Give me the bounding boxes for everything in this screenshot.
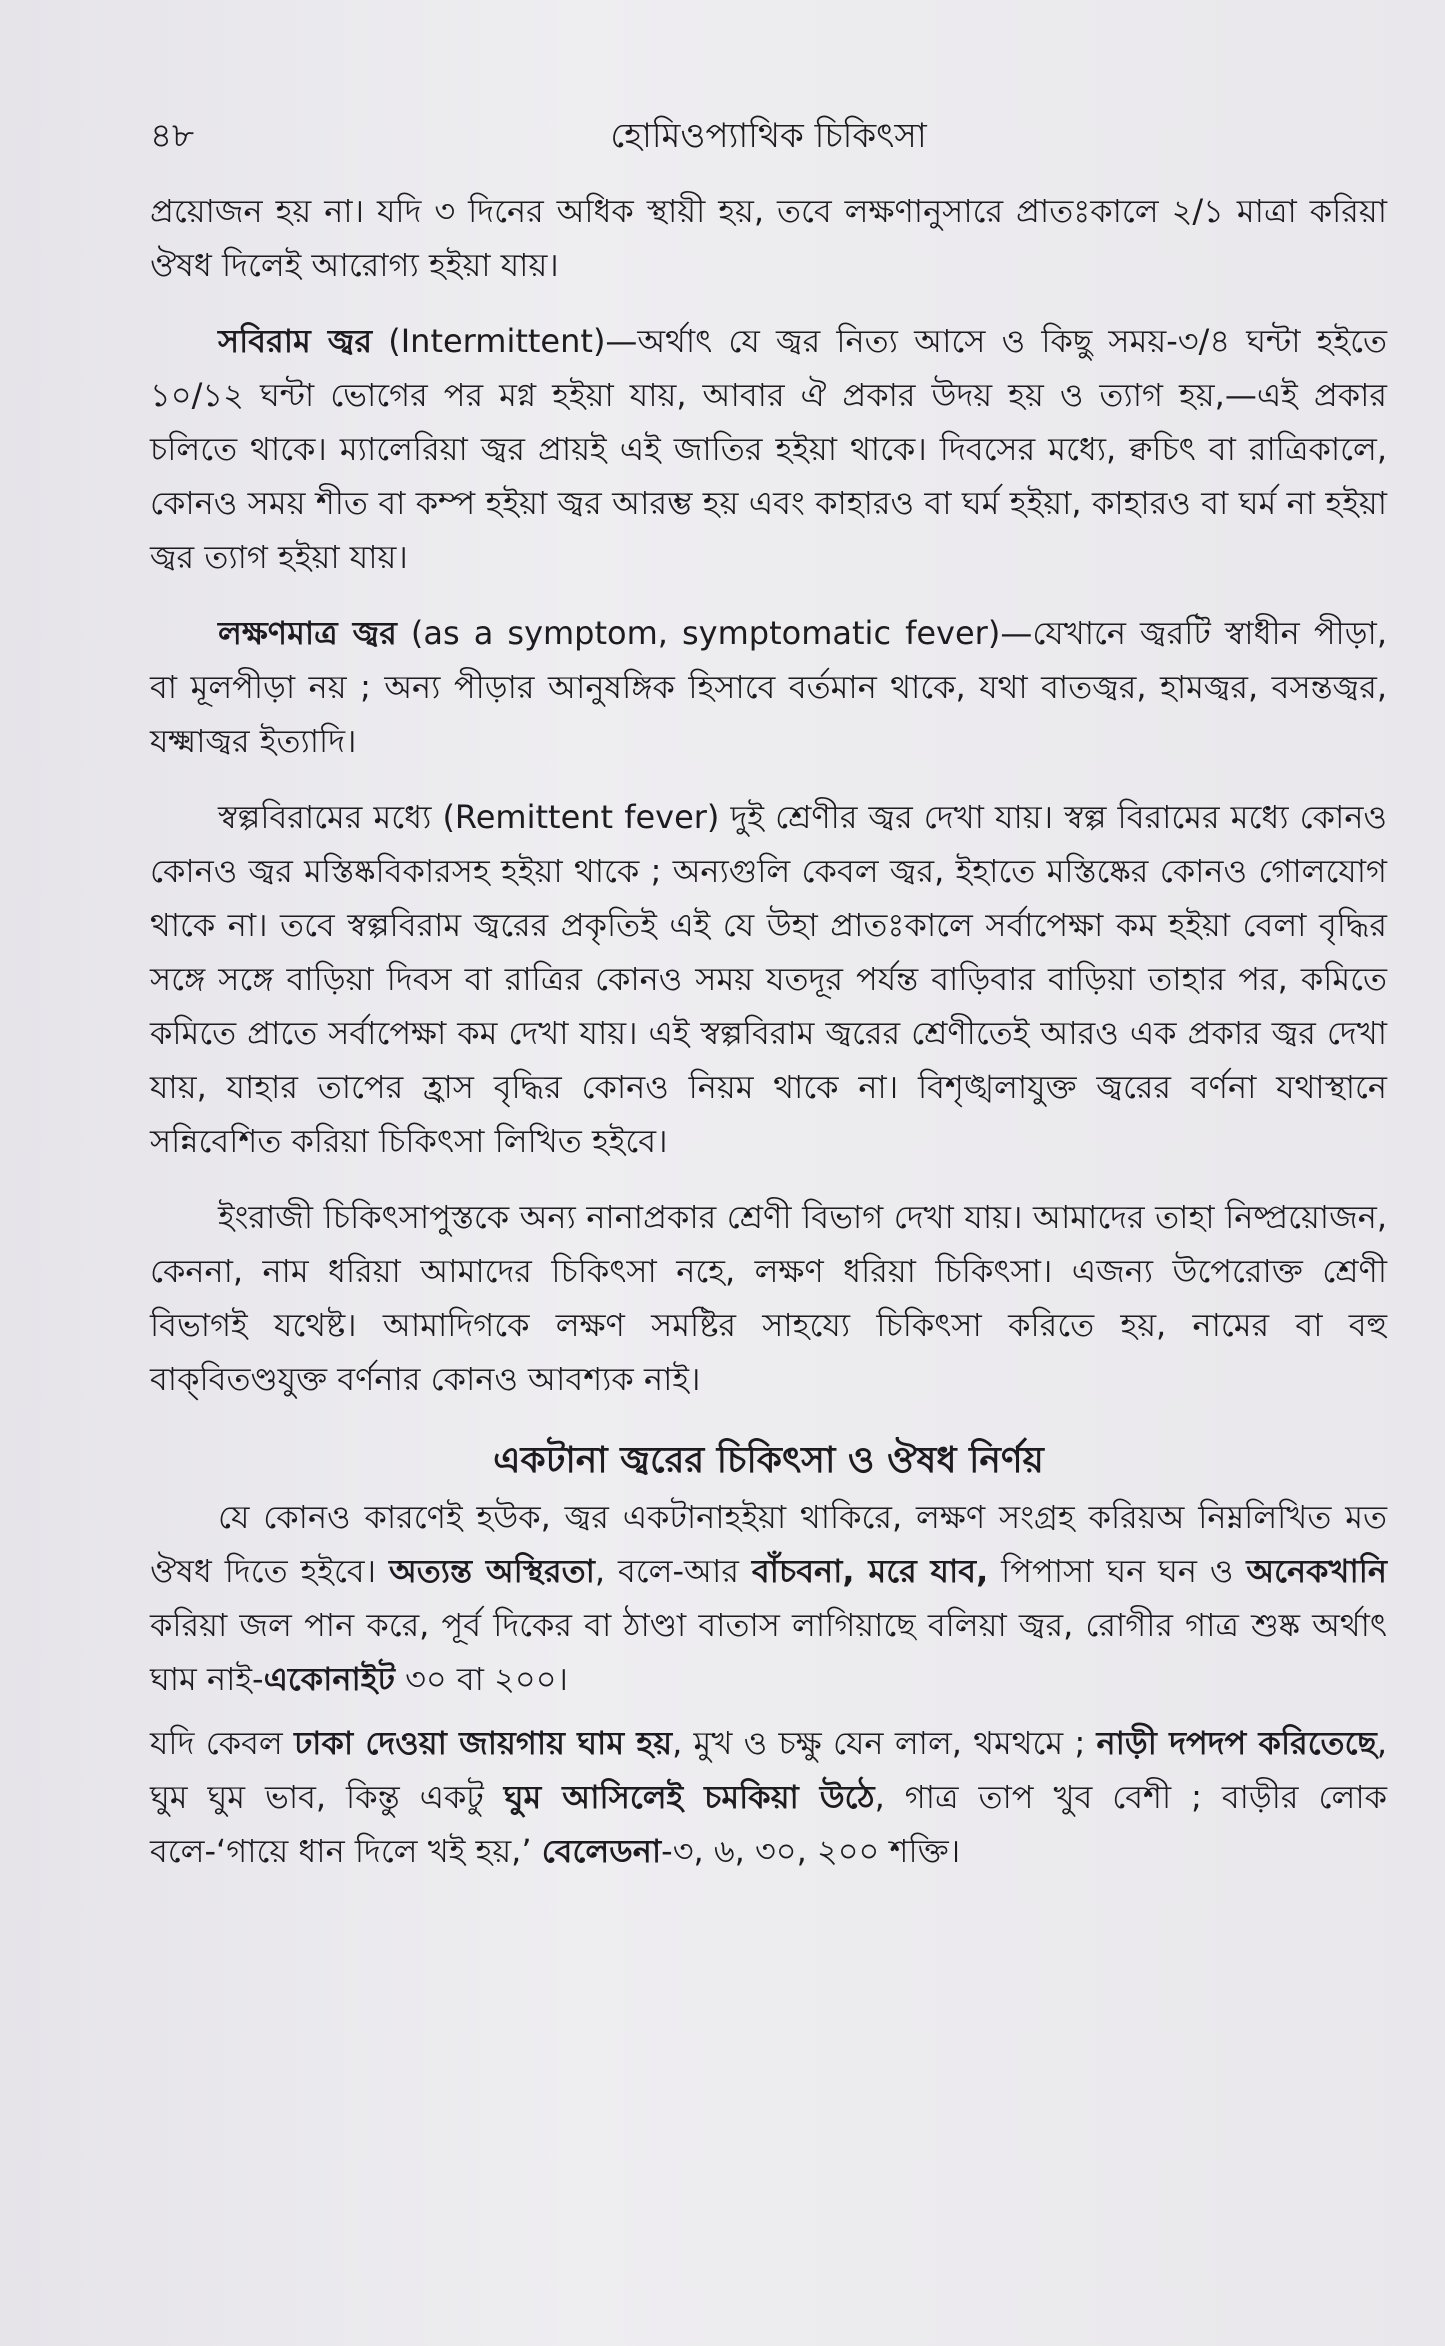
paragraph-continued: প্রয়োজন হয় না। যদি ৩ দিনের অধিক স্থায়ী হয়, তবে লক্ষণানুসারে প্রাতঃকালে ২/১ মাত্রা করিয়া ঔষধ দিলেই আরোগ্য হইয়া যায়। bbox=[150, 192, 1387, 284]
aconite-bold-1: অত্যন্ত অস্থিরতা bbox=[388, 1552, 595, 1590]
belladonna-bold-3: ঘুম আসিলেই চমকিয়া উঠে bbox=[503, 1778, 875, 1816]
page-number: ৪৮ bbox=[150, 116, 195, 156]
belladonna-text-1: যদি কেবল bbox=[150, 1724, 295, 1762]
intermittent-fever-text: (Intermittent)—অর্থাৎ যে জ্বর নিত্য আসে ও কিছু সময়-৩/৪ ঘন্টা হইতে ১০/১২ ঘন্টা ভোগের পর মগ্ন হইয়া যায়, আবার ঐ প্রকার উদয় হয় ও ত্যাগ হয়,—এই প্রকার চলিতে থাকে। ম্যালেরিয়া জ্বর প্রায়ই এই জাতির হইয়া থাকে। দিবসের মধ্যে, ক্বচিৎ বা রাত্রিকালে, কোনও সময় শীত বা কম্প হইয়া জ্বর আরম্ভ হয় এবং কাহারও বা ঘর্ম হইয়া, কাহারও বা ঘর্ম না হইয়া জ্বর ত্যাগ হইয়া যায়। bbox=[150, 322, 1387, 576]
remedy-aconite: একোনাইট bbox=[263, 1660, 395, 1698]
aconite-text-2: , বলে-আর bbox=[594, 1552, 752, 1590]
term-intermittent-fever: সবিরাম জ্বর bbox=[218, 322, 373, 360]
section-heading: একটানা জ্বরের চিকিৎসা ও ঔষধ নির্ণয় bbox=[493, 1440, 1044, 1481]
paragraph-classification: ইংরাজী চিকিৎসাপুস্তকে অন্য নানাপ্রকার শ্রেণী বিভাগ দেখা যায়। আমাদের তাহা নিষ্প্রয়োজন, কেননা, নাম ধরিয়া আমাদের চিকিৎসা নহে, লক্ষণ ধরিয়া চিকিৎসা। এজন্য উপেরোক্ত শ্রেণী বিভাগই যথেষ্ট। আমাদিগকে লক্ষণ সমষ্টির সাহয্যে চিকিৎসা করিতে হয়, নামের বা বহু বাক্‌বিতণ্ডযুক্ত বর্ণনার কোনও আবশ্যক নাই। bbox=[150, 1198, 1387, 1398]
belladonna-bold-2: নাড়ী দপদপ করিতেছে bbox=[1096, 1724, 1377, 1762]
paragraph-symptomatic-fever bbox=[150, 606, 1387, 768]
remedy-belladonna: বেলেডনা bbox=[541, 1832, 662, 1870]
aconite-text-3: পিপাসা ঘন ঘন ও bbox=[988, 1552, 1247, 1590]
term-symptomatic-fever: লক্ষণমাত্র জ্বর bbox=[218, 614, 397, 652]
belladonna-text-4: , গাত্র তাপ খুব বেশী ; বাড়ীর লোক বলে-‘গায়ে ধান দিলে খই হয়,’ bbox=[150, 1778, 1387, 1870]
aconite-bold-3: অনেকখানি bbox=[1246, 1552, 1387, 1590]
page-header bbox=[150, 110, 1387, 162]
belladonna-text-3: , ঘুম ঘুম ভাব, কিন্তু একটু bbox=[150, 1724, 1387, 1816]
symptomatic-fever-text: (as a symptom, symptomatic fever)—যেখানে জ্বরটি স্বাধীন পীড়া, বা মূলপীড়া নয় ; অন্য পীড়ার আনুষঙ্গিক হিসাবে বর্তমান থাকে, যথা বাতজ্বর, হামজ্বর, বসন্তজ্বর, যক্ষ্মাজ্বর ইত্যাদি। bbox=[150, 614, 1388, 760]
aconite-bold-2: বাঁচবনা, মরে যাব, bbox=[751, 1552, 989, 1590]
running-title: হোমিওপ্যাথিক চিকিৎসা bbox=[610, 116, 927, 156]
paragraph-belladonna bbox=[150, 1716, 1387, 1878]
aconite-text-4: করিয়া জল পান করে, পূর্ব দিকের বা ঠাণ্ডা বাতাস লাগিয়াছে বলিয়া জ্বর, রোগীর গাত্র শুষ্ক অর্থাৎ ঘাম নাই- bbox=[150, 1606, 1387, 1698]
belladonna-text-2: , মুখ ও চক্ষু যেন লাল, থমথমে ; bbox=[672, 1724, 1097, 1762]
aconite-text-1: যে কোনও কারণেই হউক, জ্বর একটানাহইয়া থাকিরে, লক্ষণ সংগ্রহ করিয়অ নিম্নলিখিত মত ঔষধ দিতে হইবে। bbox=[150, 1498, 1387, 1590]
paragraph-remittent-fever: স্বল্পবিরামের মধ্যে (Remittent fever) দুই শ্রেণীর জ্বর দেখা যায়। স্বল্প বিরামের মধ্যে কোনও কোনও জ্বর মস্তিষ্কবিকারসহ হইয়া থাকে ; অন্যগুলি কেবল জ্বর, ইহাতে মস্তিষ্কের কোনও গোলযোগ থাকে না। তবে স্বল্পবিরাম জ্বরের প্রকৃতিই এই যে উহা প্রাতঃকালে সর্বাপেক্ষা কম হইয়া বেলা বৃদ্ধির সঙ্গে সঙ্গে বাড়িয়া দিবস বা রাত্রির কোনও সময় যতদূর পর্যন্ত বাড়িবার বাড়িয়া তাহার পর, কমিতে কমিতে প্রাতে সর্বাপেক্ষা কম দেখা যায়। এই স্বল্পবিরাম জ্বরের শ্রেণীতেই আরও এক প্রকার জ্বর দেখা যায়, যাহার তাপের হ্রাস বৃদ্ধির কোনও নিয়ম থাকে না। বিশৃঙ্খলাযুক্ত জ্বরের বর্ণনা যথাস্থানে সন্নিবেশিত করিয়া চিকিৎসা লিখিত হইবে। bbox=[150, 798, 1387, 1160]
paragraph-intermittent-fever bbox=[150, 314, 1387, 584]
aconite-potency: ৩০ বা ২০০। bbox=[394, 1660, 568, 1698]
paragraph-aconite bbox=[150, 1490, 1387, 1706]
belladonna-potency: -৩, ৬, ৩০, ২০০ শক্তি। bbox=[661, 1832, 961, 1870]
belladonna-bold-1: ঢাকা দেওয়া জায়গায় ঘাম হয় bbox=[294, 1724, 673, 1762]
